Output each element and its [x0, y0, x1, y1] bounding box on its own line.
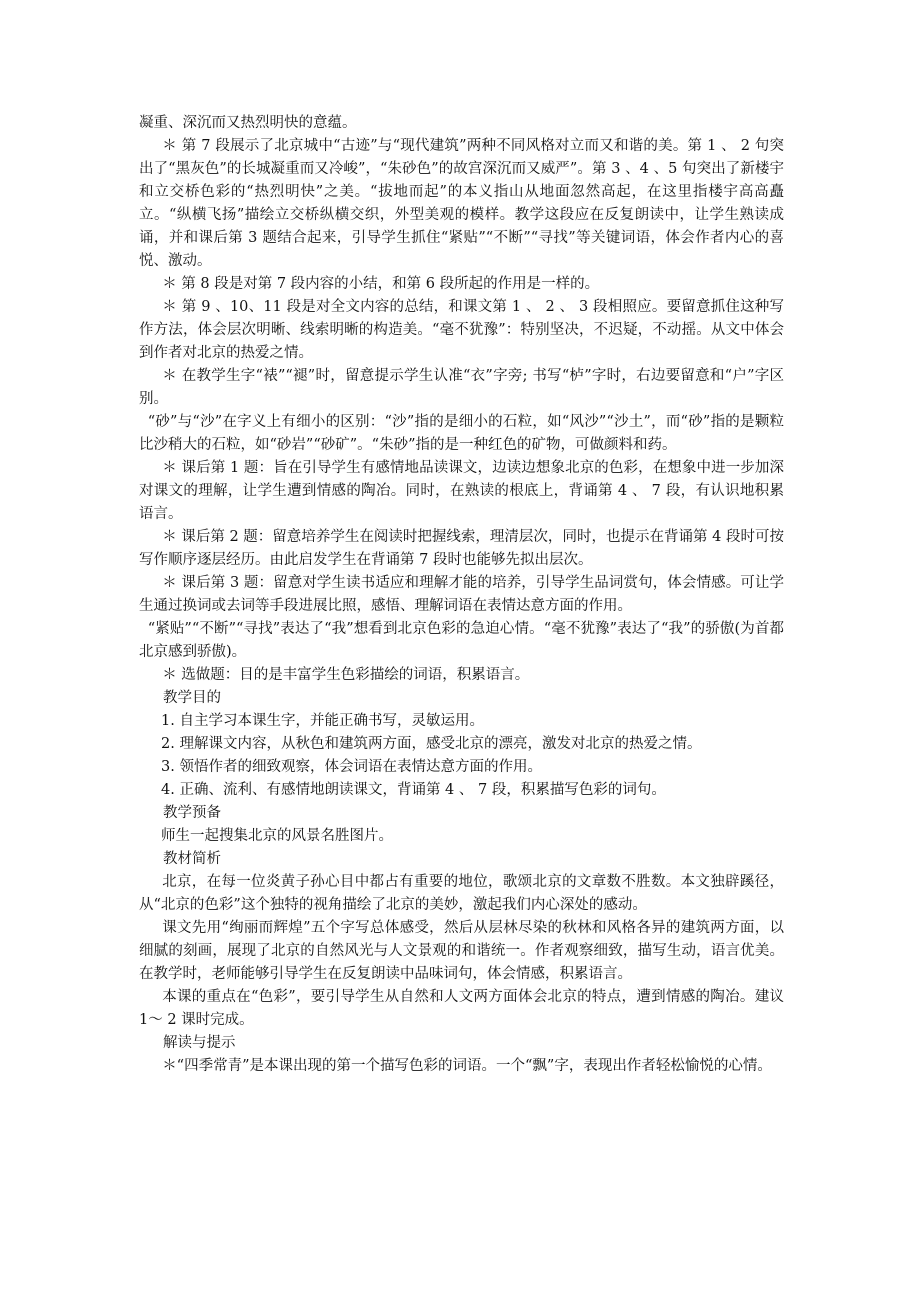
- section-heading-objectives: 教学目的: [163, 690, 221, 706]
- objective-item-2: 2. 理解课文内容，从秋色和建筑两方面，感受北京的漂亮，激发对北京的热爱之情。: [161, 736, 702, 752]
- objective-item-4: 4. 正确、流利、有感情地朗读课文，背诵第 4 、 7 段，积累描写色彩的词句。: [161, 782, 666, 798]
- paragraph-11: ＊ 选做题：目的是丰富学生色彩描绘的词语，积累语言。: [162, 667, 530, 683]
- section-heading-analysis: 教材简析: [163, 851, 221, 867]
- paragraph-10: “紧贴”“不断”“寻找”表达了“我”想看到北京色彩的急迫心情。“毫不犹豫”表达了“我”的骄傲(为首都北京感到骄傲)。: [139, 621, 784, 660]
- objective-item-3: 3. 领悟作者的细致观察，体会词语在表情达意方面的作用。: [161, 759, 542, 775]
- paragraph-3: ＊ 第 8 段是对第 7 段内容的小结，和第 6 段所起的作用是一样的。: [162, 276, 600, 292]
- paragraph-6: “砂”与“沙”在字义上有细小的区别：“沙”指的是细小的石粒，如“风沙”“沙土”，而“砂”指的是颗粒比沙稍大的石粒，如“砂岩”“砂矿”。“朱砂”指的是一种红色的矿物，可做颜料和药。: [139, 414, 784, 453]
- paragraph-5: ＊ 在教学生字“裱”“褪”时，留意提示学生认准“衣”字旁; 书写“栌”字时，右边要留意和“户”字区别。: [139, 368, 784, 407]
- paragraph-1: 凝重、深沉而又热烈明快的意蕴。: [139, 115, 357, 131]
- section-heading-preparation: 教学预备: [163, 805, 221, 821]
- paragraph-4: ＊ 第 9 、10、11 段是对全文内容的总结，和课文第 1 、 2 、 3 段相照应。要留意抓住这种写作方法，体会层次明晰、线索明晰的构造美。“毫不犹豫”：特别坚决，不迟疑，不动摇。从文中体会到作者对北京的热爱之情。: [139, 299, 784, 361]
- document-page: [139, 112, 784, 1078]
- paragraph-7: ＊ 课后第 1 题：旨在引导学生有感情地品读课文，边读边想象北京的色彩，在想象中进一步加深对课文的理解，让学生遭到情感的陶冶。同时，在熟读的根底上，背诵第 4 、 7 段，有认识地积累语言。: [139, 460, 784, 522]
- preparation-text: 师生一起搜集北京的风景名胜图片。: [161, 828, 393, 844]
- paragraph-8: ＊ 课后第 2 题：留意培养学生在阅读时把握线索，理清层次，同时，也提示在背诵第 4 段时可按写作顺序逐层经历。由此启发学生在背诵第 7 段时也能够先拟出层次。: [139, 529, 784, 568]
- paragraph-9: ＊ 课后第 3 题：留意对学生读书适应和理解才能的培养，引导学生品词赏句，体会情感。可让学生通过换词或去词等手段进展比照，感悟、理解词语在表情达意方面的作用。: [139, 575, 784, 614]
- section-heading-interpretation: 解读与提示: [163, 1035, 236, 1051]
- analysis-paragraph-2: 课文先用“绚丽而辉煌”五个字写总体感受，然后从层林尽染的秋林和风格各异的建筑两方面，以细腻的刻画，展现了北京的自然风光与人文景观的和谐统一。作者观察细致，描写生动，语言优美。在教学时，老师能够引导学生在反复朗读中品味词句，体会情感，积累语言。: [139, 920, 784, 982]
- objective-item-1: 1. 自主学习本课生字，并能正确书写，灵敏运用。: [161, 713, 484, 729]
- analysis-paragraph-1: 北京，在每一位炎黄子孙心目中都占有重要的地位，歌颂北京的文章数不胜数。本文独辟蹊径，从“北京的色彩”这个独特的视角描绘了北京的美妙，激起我们内心深处的感动。: [139, 874, 784, 913]
- interpretation-paragraph-1: ＊“四季常青”是本课出现的第一个描写色彩的词语。一个“飘”字，表现出作者轻松愉悦的心情。: [162, 1058, 772, 1074]
- paragraph-2: ＊ 第 7 段展示了北京城中“古迹”与“现代建筑”两种不同风格对立而又和谐的美。第 1 、 2 句突出了“黑灰色”的长城凝重而又冷峻”，“朱砂色”的故宫深沉而又威严”。第 3 、4 、5 句突出了新楼宇和立交桥色彩的“热烈明快”之美。“拔地而起”的本义指山从地面忽然高起，在这里指楼宇高高矗立。“纵横飞扬”描绘立交桥纵横交织，外型美观的模样。教学这段应在反复朗读中，让学生熟读成诵，并和课后第 3 题结合起来，引导学生抓住“紧贴”“不断”“寻找”等关键词语，体会作者内心的喜悦、激动。: [139, 138, 784, 269]
- analysis-paragraph-3: 本课的重点在“色彩”，要引导学生从自然和人文两方面体会北京的特点，遭到情感的陶冶。建议 1～ 2 课时完成。: [139, 989, 784, 1028]
